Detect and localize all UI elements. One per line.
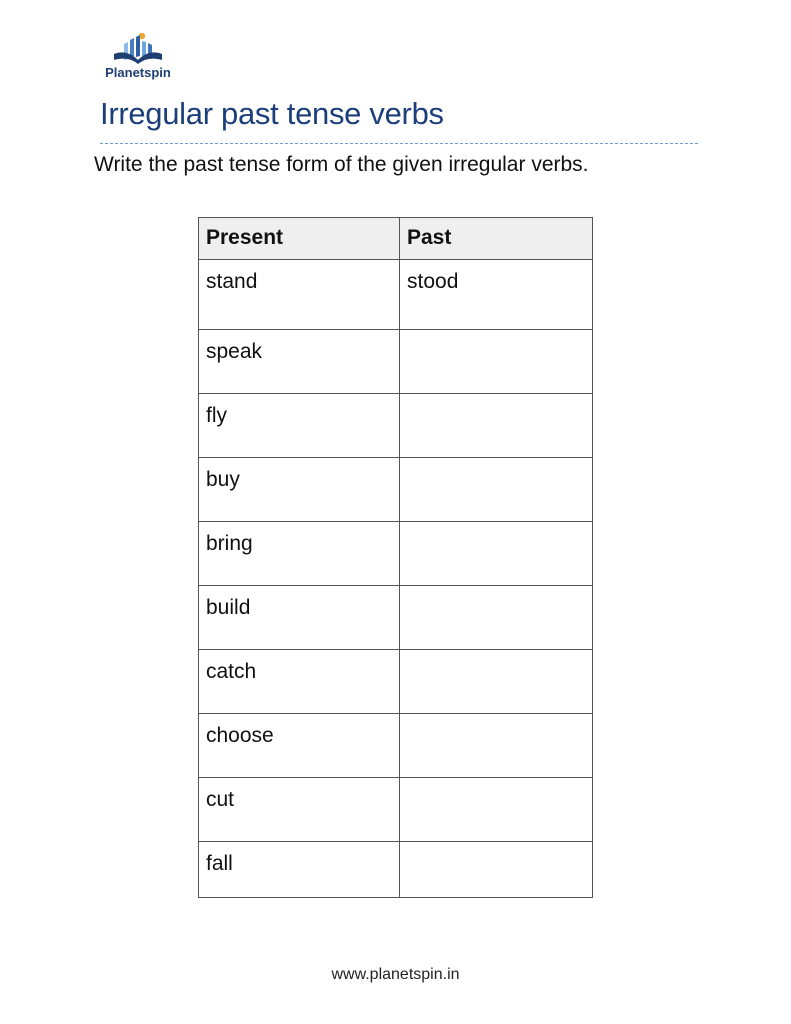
past-cell[interactable] [400,394,593,458]
table-row [199,650,593,714]
past-cell[interactable] [400,586,593,650]
page-title: Irregular past tense verbs [100,96,444,131]
present-cell: catch [199,650,400,714]
present-cell: buy [199,458,400,522]
present-cell: bring [199,522,400,586]
table-row [199,842,593,898]
past-cell[interactable]: stood [400,260,593,330]
header-past: Past [400,218,593,260]
past-cell[interactable] [400,458,593,522]
present-cell: fly [199,394,400,458]
table-header-row [199,218,593,260]
present-cell: cut [199,778,400,842]
present-cell: speak [199,330,400,394]
past-cell[interactable] [400,330,593,394]
past-cell[interactable] [400,522,593,586]
table-row [199,330,593,394]
present-cell: stand [199,260,400,330]
table-row [199,522,593,586]
table-row [199,394,593,458]
verb-table [198,217,593,898]
present-cell: choose [199,714,400,778]
instructions-text: Write the past tense form of the given irregular verbs. [94,153,589,176]
logo-wordmark: Planetspin [105,65,171,80]
present-cell: build [199,586,400,650]
table-row [199,260,593,330]
table-row [199,778,593,842]
footer-url[interactable]: www.planetspin.in [331,966,460,983]
table-row [199,458,593,522]
past-cell[interactable] [400,714,593,778]
open-book-icon [112,30,164,64]
past-cell[interactable] [400,842,593,898]
header-present: Present [199,218,400,260]
title-divider [100,143,698,144]
table-row [199,714,593,778]
planetspin-logo [100,30,176,84]
table-row [199,586,593,650]
past-cell[interactable] [400,778,593,842]
present-cell: fall [199,842,400,898]
past-cell[interactable] [400,650,593,714]
